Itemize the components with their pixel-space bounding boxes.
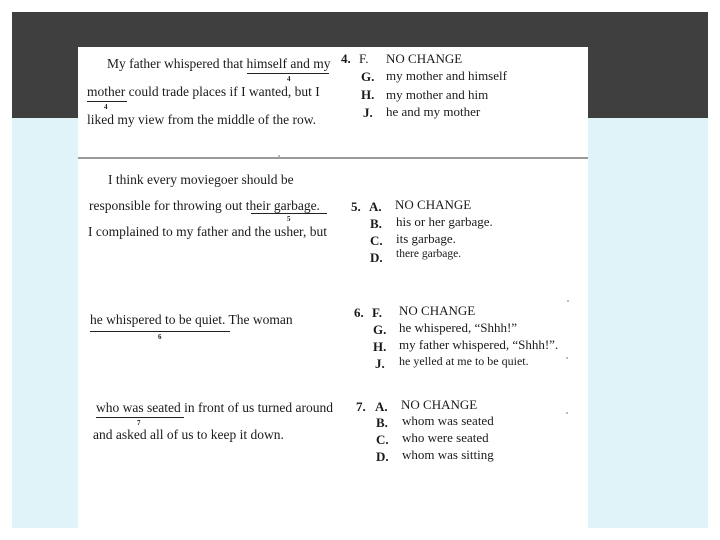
q4-option-h-letter: H. [361,87,375,102]
passage-q5-line3: I complained to my father and the usher, but [88,224,328,239]
passage-q4-line1: My father whispered that himself and my [107,56,331,71]
underline-ref-4b: 4 [104,103,108,111]
question-6-number: 6. [354,305,364,320]
q7-option-d-letter: D. [376,449,389,464]
q7-option-a-letter: A. [375,399,388,414]
passage-q4-line3: liked my view from the middle of the row. [87,112,316,127]
q4-option-j-letter: J. [363,105,373,120]
q4-option-f-letter: F. [359,51,369,66]
q4-option-g-letter: G. [361,69,375,84]
q6-option-f-text: NO CHANGE [399,303,476,318]
underline-q4-a [247,73,329,74]
underline-ref-7: 7 [137,419,141,427]
q7-option-b-text: whom was seated [402,413,494,428]
passage-q5-line1: I think every moviegoer should be [108,172,294,187]
q5-option-d-letter: D. [370,250,383,265]
passage-q5-line2: responsible for throwing out their garbage. [89,198,320,213]
q4-option-j-text: he and my mother [386,104,481,119]
q6-option-f-letter: F. [372,305,382,320]
q7-option-c-text: who were seated [402,430,489,445]
underline-ref-5: 5 [287,215,291,223]
q6-option-j-text: he yelled at me to be quiet. [399,354,529,368]
passage-q4-line2: mother could trade places if I wanted, but I [87,84,320,99]
q5-option-a-letter: A. [369,199,382,214]
question-4-number: 4. [341,51,351,66]
underline-q7 [96,417,184,418]
scan-speck [567,300,569,302]
q5-option-b-text: his or her garbage. [396,214,493,229]
question-5-number: 5. [351,199,361,214]
passage-q7-line2: and asked all of us to keep it down. [93,427,284,442]
underline-ref-4a: 4 [287,75,291,83]
scan-speck [566,357,568,359]
q6-option-g-letter: G. [373,322,387,337]
scan-speck [278,155,280,157]
question-7-number: 7. [356,399,366,414]
passage-q6-line1: he whispered to be quiet. The woman [90,312,293,327]
q6-option-g-text: he whispered, “Shhh!” [399,320,518,335]
q5-option-c-letter: C. [370,233,383,248]
underline-q5 [251,213,327,214]
q5-option-b-letter: B. [370,216,382,231]
section-divider [78,157,588,159]
q7-option-a-text: NO CHANGE [401,397,478,412]
underline-q6 [90,331,230,332]
q7-option-b-letter: B. [376,415,388,430]
q4-option-g-text: my mother and himself [386,68,507,83]
q6-option-j-letter: J. [375,356,385,371]
q5-option-c-text: its garbage. [396,231,456,246]
underline-q4-b [87,101,127,102]
q4-option-h-text: my mother and him [386,87,489,102]
q7-option-c-letter: C. [376,432,389,447]
q5-option-a-text: NO CHANGE [395,197,472,212]
q5-option-d-text: there garbage. [396,248,462,260]
q4-option-f-text: NO CHANGE [386,51,463,66]
q6-option-h-letter: H. [373,339,387,354]
q6-option-h-text: my father whispered, “Shhh!”. [399,337,559,352]
passage-q7-line1: who was seated in front of us turned around [96,400,333,415]
underline-ref-6: 6 [158,333,162,341]
scan-speck [566,412,568,414]
q7-option-d-text: whom was sitting [402,447,494,462]
